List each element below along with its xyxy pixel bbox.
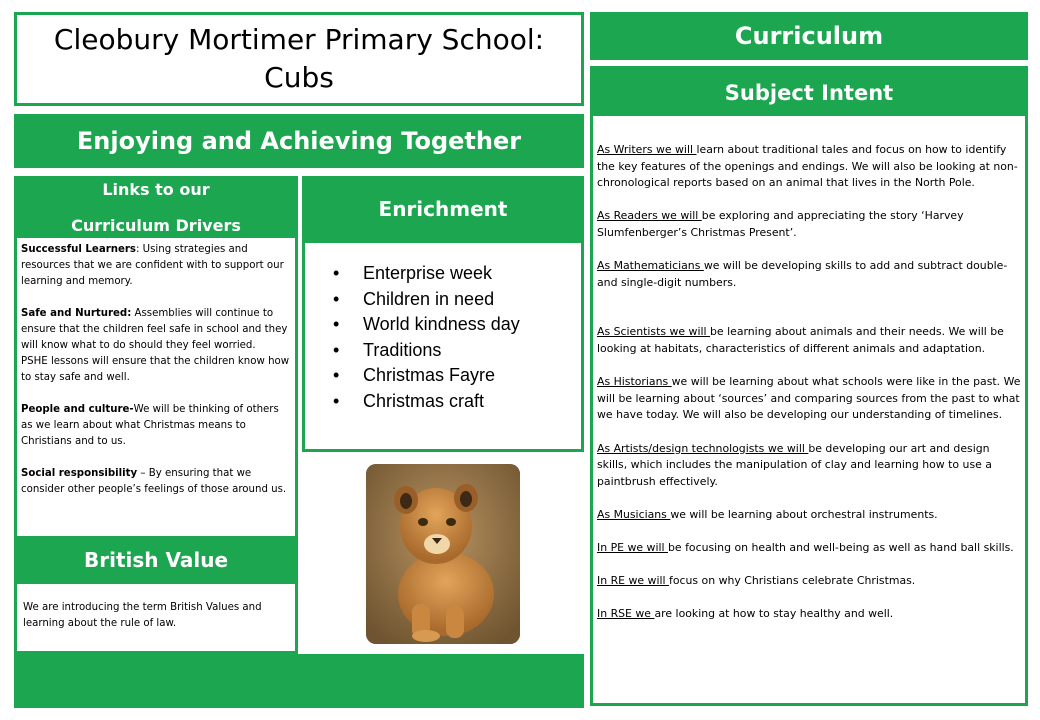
intent-paragraph: In RSE we are looking at how to stay healthy and well. xyxy=(597,607,894,621)
tagline-banner: Enjoying and Achieving Together xyxy=(14,114,584,168)
school-title-box xyxy=(14,12,584,106)
driver-item: People and culture-We will be thinking of others as we learn about what Christmas means to Christians and to us. xyxy=(21,404,279,447)
intent-paragraph: As Writers we will learn about traditional tales and focus on how to identify the key features of the openings and endings. We will also be looking at non-chronological reports based on an animal that lives in the North Pole. xyxy=(597,143,1018,190)
intent-paragraph: As Readers we will be exploring and appreciating the story ‘Harvey Slumfenberger’s Christmas Present’. xyxy=(597,209,964,239)
driver-item: PSHE lessons will ensure that the children know how to stay safe and well. xyxy=(21,356,290,383)
subject-intent-panel xyxy=(590,116,1028,706)
footer-bar xyxy=(14,654,584,708)
drivers-heading-line-1: Links to our xyxy=(102,180,210,199)
enrichment-item: • Christmas Fayre xyxy=(363,363,581,389)
enrichment-item: • Children in need xyxy=(363,287,581,313)
enrichment-item: • World kindness day xyxy=(363,312,581,338)
intent-paragraph: As Historians we will be learning about what schools were like in the past. We will be learning about ‘sources’ and comparing sources from the past to what we have today. We will also be developing our understanding of timelines. xyxy=(597,375,1021,422)
enrichment-item: • Christmas craft xyxy=(363,389,581,415)
intent-paragraph: In RE we will focus on why Christians celebrate Christmas. xyxy=(597,574,916,588)
drivers-heading xyxy=(14,176,298,240)
intent-paragraph: As Artists/design technologists we will be developing our art and design skills, which includes the manipulation of clay and learning how to use a paintbrush effectively. xyxy=(597,441,992,488)
intent-paragraph: As Mathematicians we will be developing skills to add and subtract double- and single-digit numbers. xyxy=(597,259,1008,289)
enrichment-heading: Enrichment xyxy=(302,176,584,242)
intent-paragraph: As Musicians we will be learning about orchestral instruments. xyxy=(597,507,938,521)
title-line-2: Cubs xyxy=(264,61,334,94)
curriculum-heading: Curriculum xyxy=(590,12,1028,60)
enrichment-panel xyxy=(302,240,584,452)
british-value-text: We are introducing the term British Values and learning about the rule of law. xyxy=(14,584,298,654)
driver-item: Successful Learners: Using strategies and resources that we are confident with to support our learning and memory. xyxy=(21,244,284,287)
drivers-panel xyxy=(14,238,298,536)
driver-item: Safe and Nurtured: Assemblies will continue to ensure that the children feel safe in school and they will know what to do should they feel worried. xyxy=(21,308,288,351)
intent-paragraph: In PE we will be focusing on health and well-being as well as hand ball skills. xyxy=(597,541,1014,555)
intent-paragraph: As Scientists we will be learning about animals and their needs. We will be looking at habitats, characteristics of different animals and adaptation. xyxy=(597,325,1004,355)
lion-cub-illustration xyxy=(366,464,520,644)
page-title xyxy=(54,21,544,97)
drivers-heading-line-2: Curriculum Drivers xyxy=(71,216,241,235)
enrichment-list xyxy=(305,261,581,414)
british-value-heading: British Value xyxy=(14,536,298,584)
driver-item: Social responsibility – By ensuring that we consider other people’s feelings of those around us. xyxy=(21,468,287,495)
subject-intent-heading: Subject Intent xyxy=(590,66,1028,120)
title-line-1: Cleobury Mortimer Primary School: xyxy=(53,23,545,56)
enrichment-item: • Traditions xyxy=(363,338,581,364)
enrichment-item: • Enterprise week xyxy=(363,261,581,287)
lion-cub-photo xyxy=(366,464,520,644)
